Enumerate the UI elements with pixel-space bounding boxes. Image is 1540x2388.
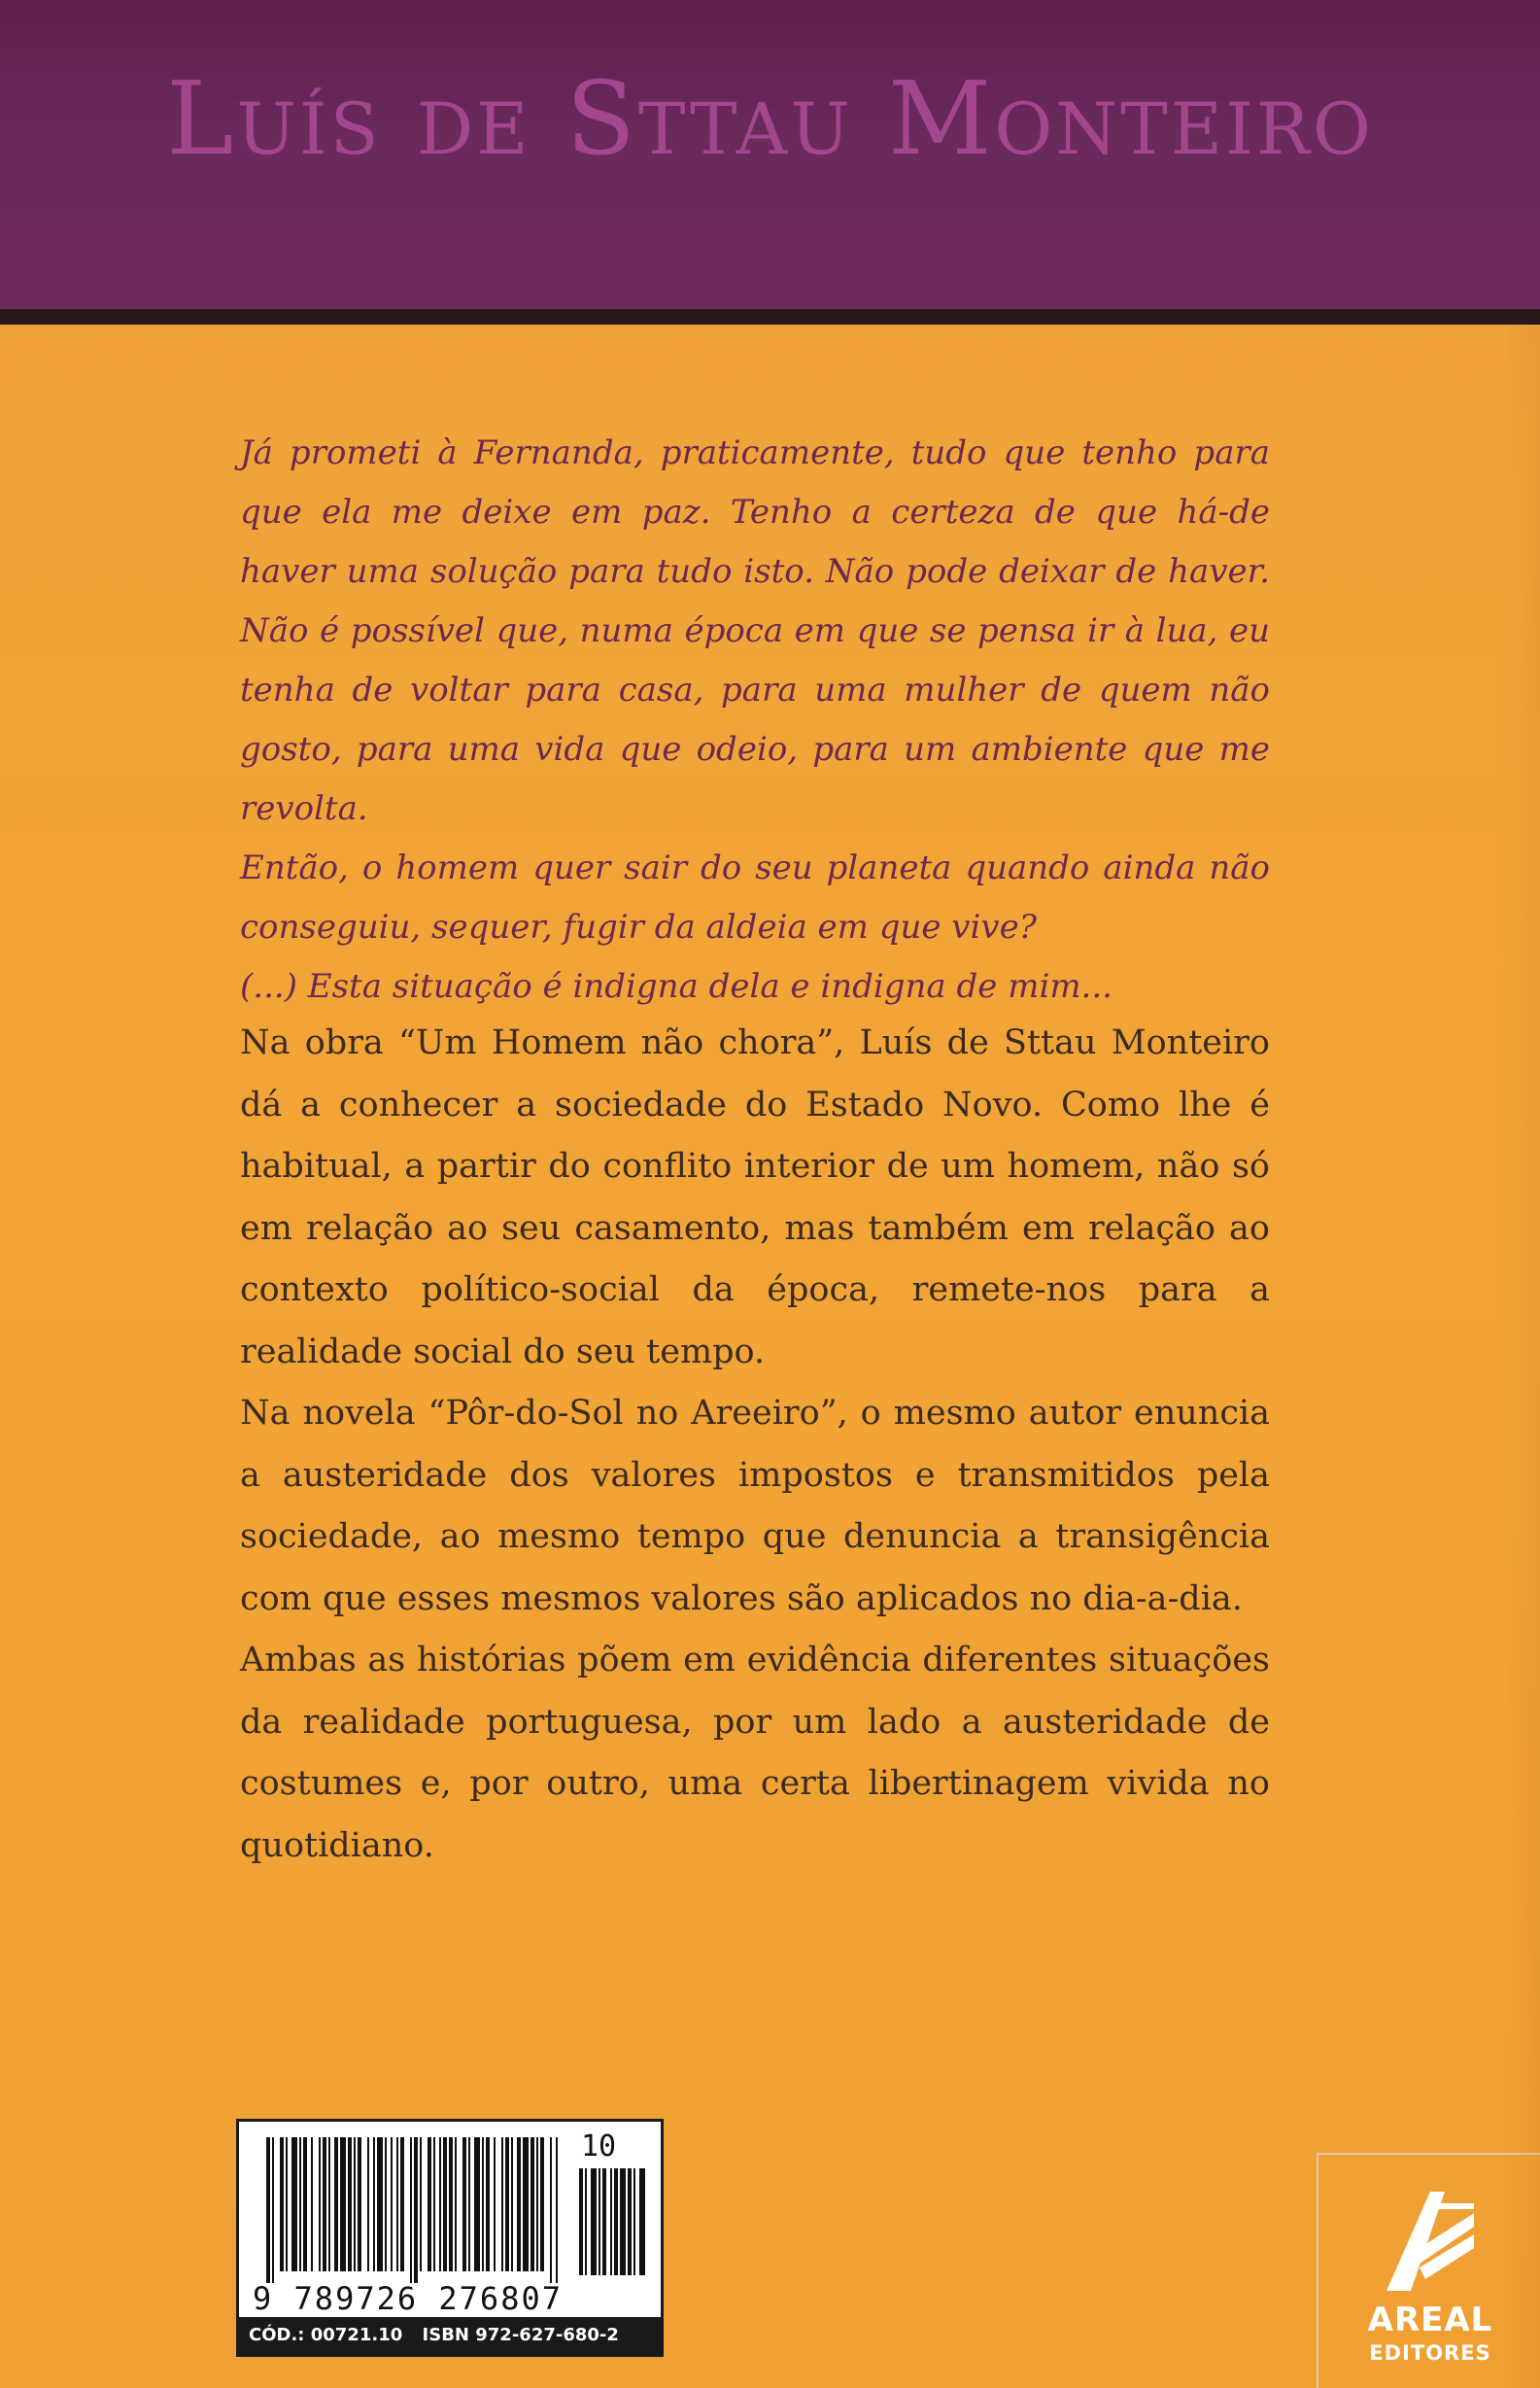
barcode-label — [236, 2119, 664, 2357]
barcode-bar — [540, 2137, 544, 2271]
synopsis-paragraph-2: Na novela “Pôr-do-Sol no Areeiro”, o mesmo autor enuncia a austeridade dos valores impostos e transmitidos pela sociedade, ao mesmo tempo que denuncia a transigência com que esses mesmos valores são aplicados no dia-a-dia. — [240, 1394, 1270, 1618]
barcode-bar — [455, 2137, 457, 2271]
header-band — [0, 0, 1540, 309]
barcode-bar — [443, 2137, 447, 2271]
barcode-bar — [400, 2137, 404, 2271]
addon-bar — [585, 2168, 587, 2275]
addon-bar — [633, 2168, 635, 2275]
barcode-bar — [550, 2137, 552, 2283]
barcode-bar — [323, 2137, 326, 2271]
quote-paragraph-2: Então, o homem quer sair do seu planeta quando ainda não conseguiu, sequer, fugir da aldeia em que vive? — [240, 848, 1270, 947]
barcode-bar — [462, 2137, 466, 2271]
barcode-addon: 10 — [581, 2129, 617, 2163]
barcode-bar — [439, 2137, 441, 2271]
barcode-bar — [474, 2137, 480, 2271]
addon-bar — [579, 2168, 583, 2275]
barcode-bar — [428, 2137, 431, 2271]
barcode-bar — [536, 2137, 538, 2271]
barcode-bar — [420, 2137, 422, 2271]
barcode-bar — [319, 2137, 321, 2271]
author-name: Luís de Sttau Monteiro — [166, 59, 1374, 178]
barcode-bar — [449, 2137, 453, 2271]
barcode-bar — [391, 2137, 393, 2271]
barcode-bar — [348, 2137, 352, 2271]
barcode-bar — [377, 2137, 383, 2271]
barcode-bar — [373, 2137, 375, 2271]
barcode-bar — [286, 2137, 288, 2271]
barcode-strip — [239, 2317, 661, 2354]
barcode-ean: 9 789726 276807 — [253, 2280, 563, 2317]
header-rule — [0, 309, 1540, 325]
addon-bar — [602, 2168, 606, 2275]
addon-bar — [614, 2168, 618, 2275]
barcode-bar — [433, 2137, 435, 2271]
barcode-bar — [354, 2137, 356, 2271]
publisher-subname: EDITORES — [1369, 2341, 1491, 2365]
barcode-bar — [340, 2137, 346, 2271]
barcode-bar — [303, 2137, 307, 2271]
barcode-bar — [311, 2137, 313, 2271]
addon-bar — [591, 2168, 597, 2275]
cover-edge-shadow — [1501, 325, 1540, 2388]
quote-paragraph-3: (...) Esta situação é indigna dela e indigna de mim... — [240, 967, 1112, 1006]
barcode-bar — [266, 2137, 270, 2283]
barcode-bar — [501, 2137, 503, 2271]
addon-bar — [599, 2168, 600, 2275]
synopsis-paragraph-3: Ambas as histórias põem em evidência diferentes situações da realidade portuguesa, por um lado a austeridade de costumes e, por outro, uma certa libertinagem vivida no quotidiano. — [240, 1641, 1270, 1865]
quote-paragraph-1: Já prometi à Fernanda, praticamente, tudo que tenho para que ela me deixe em paz. Tenho a certeza de que há-de haver uma solução para tudo isto. Não pode deixar de haver. Não é possível que, numa época em que se pensa ir à lua, eu tenha de voltar para casa, para uma mulher de quem não gosto, para uma vida que odeio, para um ambiente que me revolta. — [240, 433, 1270, 828]
barcode-bar — [299, 2137, 301, 2271]
barcode-bar — [523, 2137, 529, 2271]
isbn: ISBN 972-627-680-2 — [422, 2325, 619, 2345]
barcode-bar — [482, 2137, 484, 2271]
barcode-bar — [410, 2137, 412, 2283]
barcode-bar — [280, 2137, 284, 2271]
addon-bar — [628, 2168, 632, 2275]
barcode-bar — [486, 2137, 490, 2271]
barcode-bar — [511, 2137, 513, 2271]
barcode-bar — [468, 2137, 470, 2271]
barcode-bar — [272, 2137, 274, 2283]
addon-bar — [620, 2168, 626, 2275]
publisher-name: AREAL — [1367, 2301, 1493, 2339]
barcode-bar — [556, 2137, 558, 2283]
excerpt-quote — [240, 424, 1270, 1017]
barcode-bar — [328, 2137, 330, 2271]
barcode-bar — [367, 2137, 369, 2271]
synopsis — [240, 1013, 1270, 1877]
barcode-bar — [494, 2137, 496, 2271]
barcode-bar — [517, 2137, 521, 2271]
barcode-bar — [358, 2137, 361, 2271]
addon-bar — [610, 2168, 612, 2275]
synopsis-paragraph-1: Na obra “Um Homem não chora”, Luís de Sttau Monteiro dá a conhecer a sociedade do Estado Novo. Como lhe é habitual, a partir do conflito interior de um homem, não só em relação ao seu casamento, mas também em relação ao contexto político-social da época, remete-nos para a realidade social do seu tempo. — [240, 1023, 1270, 1371]
barcode-bar — [396, 2137, 398, 2271]
barcode-bar — [385, 2137, 387, 2271]
barcode-bar — [334, 2137, 338, 2271]
barcode-bar — [414, 2137, 418, 2283]
barcode-bar — [291, 2137, 297, 2271]
barcode-bar — [530, 2137, 534, 2271]
addon-bar — [639, 2168, 645, 2275]
areal-logo-icon — [1377, 2184, 1484, 2296]
barcode-bar — [505, 2137, 509, 2271]
product-code: CÓD.: 00721.10 — [249, 2325, 403, 2345]
